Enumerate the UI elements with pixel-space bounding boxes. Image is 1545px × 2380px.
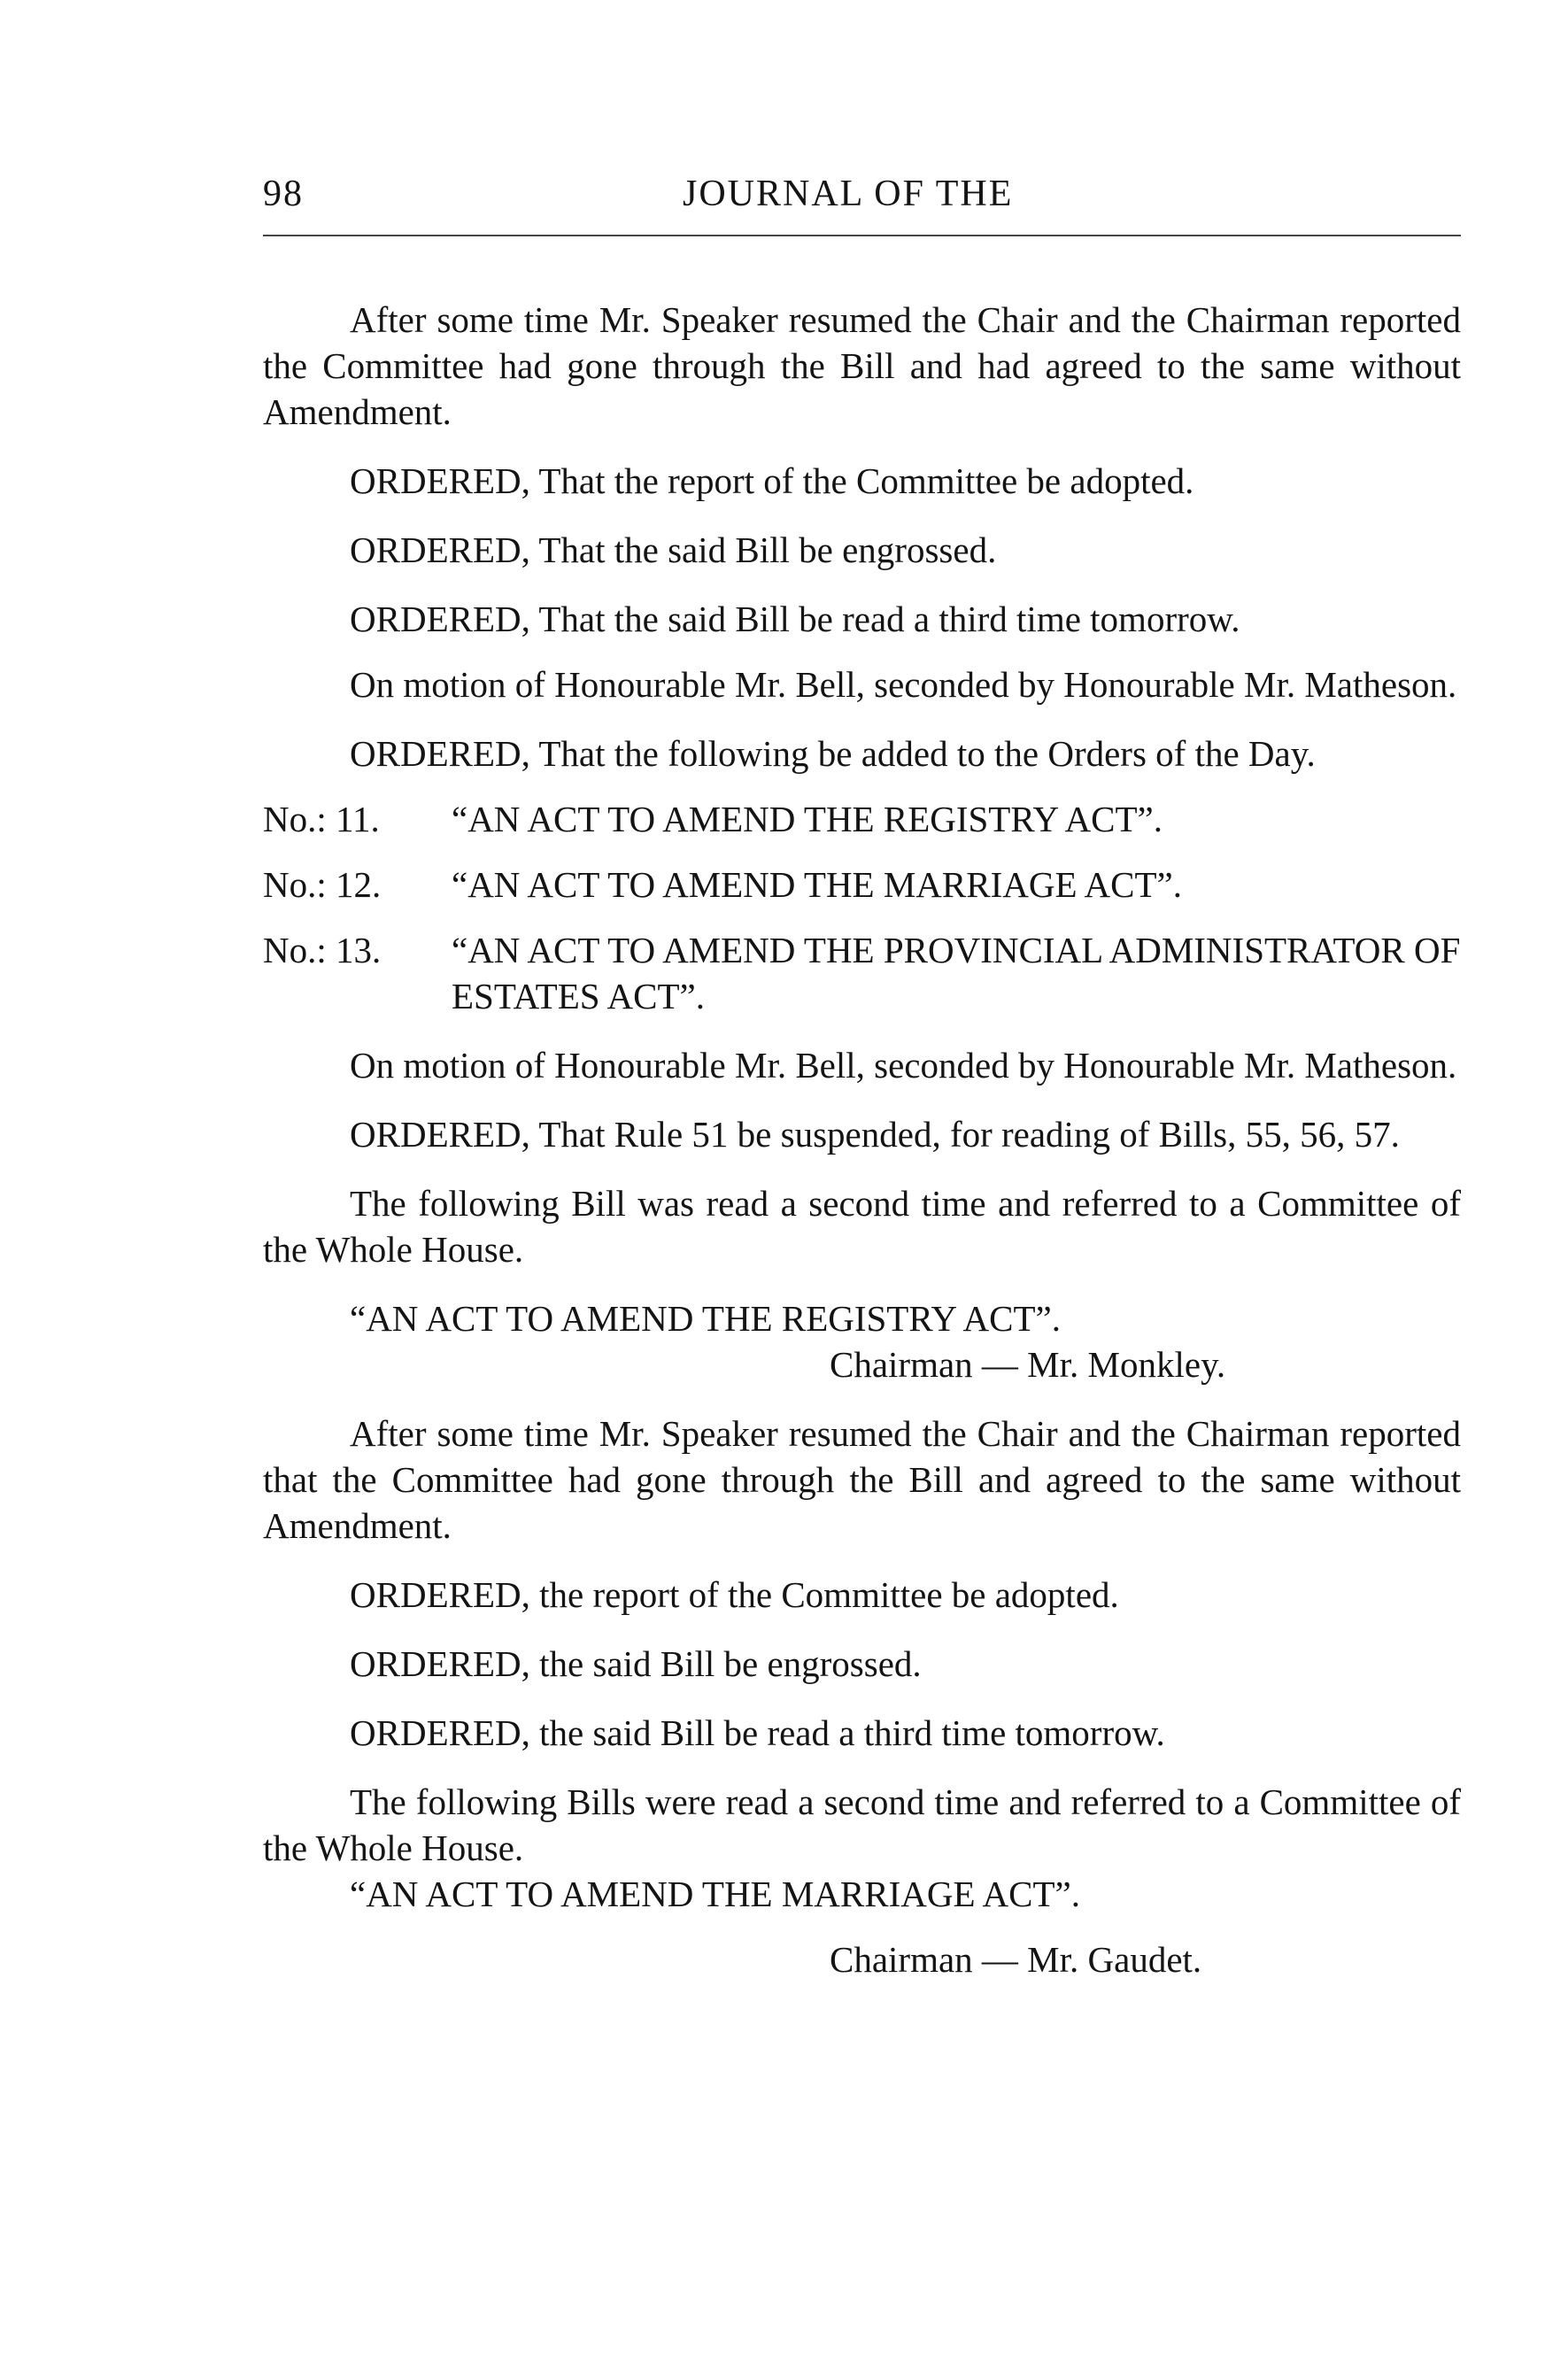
item-text: “AN ACT TO AMEND THE REGISTRY ACT”. bbox=[452, 799, 1163, 839]
paragraph: ORDERED, the said Bill be read a third time tomorrow. bbox=[350, 1712, 1165, 1753]
bill-title: “AN ACT TO AMEND THE REGISTRY ACT”. bbox=[350, 1298, 1061, 1339]
page-header bbox=[263, 173, 1458, 235]
paragraph: ORDERED, the said Bill be engrossed. bbox=[350, 1643, 922, 1684]
list-item bbox=[263, 796, 1461, 842]
bill-chairman: Chairman — Mr. Gaudet. bbox=[830, 1939, 1202, 1980]
paragraph: ORDERED, That the report of the Committee be adopted. bbox=[350, 460, 1194, 501]
item-number: No.: 11. bbox=[263, 799, 380, 839]
header-rule bbox=[263, 235, 1461, 236]
paragraph: ORDERED, That the said Bill be engrossed. bbox=[350, 529, 997, 570]
paragraph: On motion of Honourable Mr. Bell, seconded by Honourable Mr. Matheson. bbox=[350, 1045, 1457, 1086]
paragraph: The following Bill was read a second time and referred to a Committee of the Whole House. bbox=[263, 1183, 1461, 1270]
paragraph: ORDERED, the report of the Committee be adopted. bbox=[350, 1574, 1119, 1615]
paragraph: ORDERED, That the said Bill be read a third time tomorrow. bbox=[350, 599, 1240, 639]
item-text: “AN ACT TO AMEND THE MARRIAGE ACT”. bbox=[452, 864, 1182, 905]
paragraph: On motion of Honourable Mr. Bell, seconded by Honourable Mr. Matheson. bbox=[350, 664, 1457, 705]
list-item bbox=[263, 862, 1461, 908]
list-item bbox=[263, 927, 1461, 1019]
bill-chairman: Chairman — Mr. Monkley. bbox=[830, 1344, 1226, 1385]
running-head: JOURNAL OF THE bbox=[683, 174, 1014, 214]
paragraph: ORDERED, That Rule 51 be suspended, for reading of Bills, 55, 56, 57. bbox=[350, 1114, 1400, 1155]
paragraph: ORDERED, That the following be added to the Orders of the Day. bbox=[350, 733, 1316, 774]
paragraph: After some time Mr. Speaker resumed the Chair and the Chairman reported that the Committee had gone through the Bill and agreed to the same without Amendment. bbox=[263, 1413, 1461, 1546]
page-body bbox=[263, 297, 1461, 1982]
paragraph: After some time Mr. Speaker resumed the Chair and the Chairman reported the Committee had gone through the Bill and had agreed to the same without Amendment. bbox=[263, 299, 1461, 432]
item-text: “AN ACT TO AMEND THE PROVINCIAL ADMINISTRATOR OF ESTATES ACT”. bbox=[452, 930, 1461, 1016]
item-number: No.: 12. bbox=[263, 864, 382, 905]
item-number: No.: 13. bbox=[263, 930, 382, 970]
paragraph: The following Bills were read a second time and referred to a Committee of the Whole House. bbox=[263, 1781, 1461, 1868]
page-number: 98 bbox=[263, 174, 304, 214]
bill-title: “AN ACT TO AMEND THE MARRIAGE ACT”. bbox=[350, 1874, 1080, 1914]
